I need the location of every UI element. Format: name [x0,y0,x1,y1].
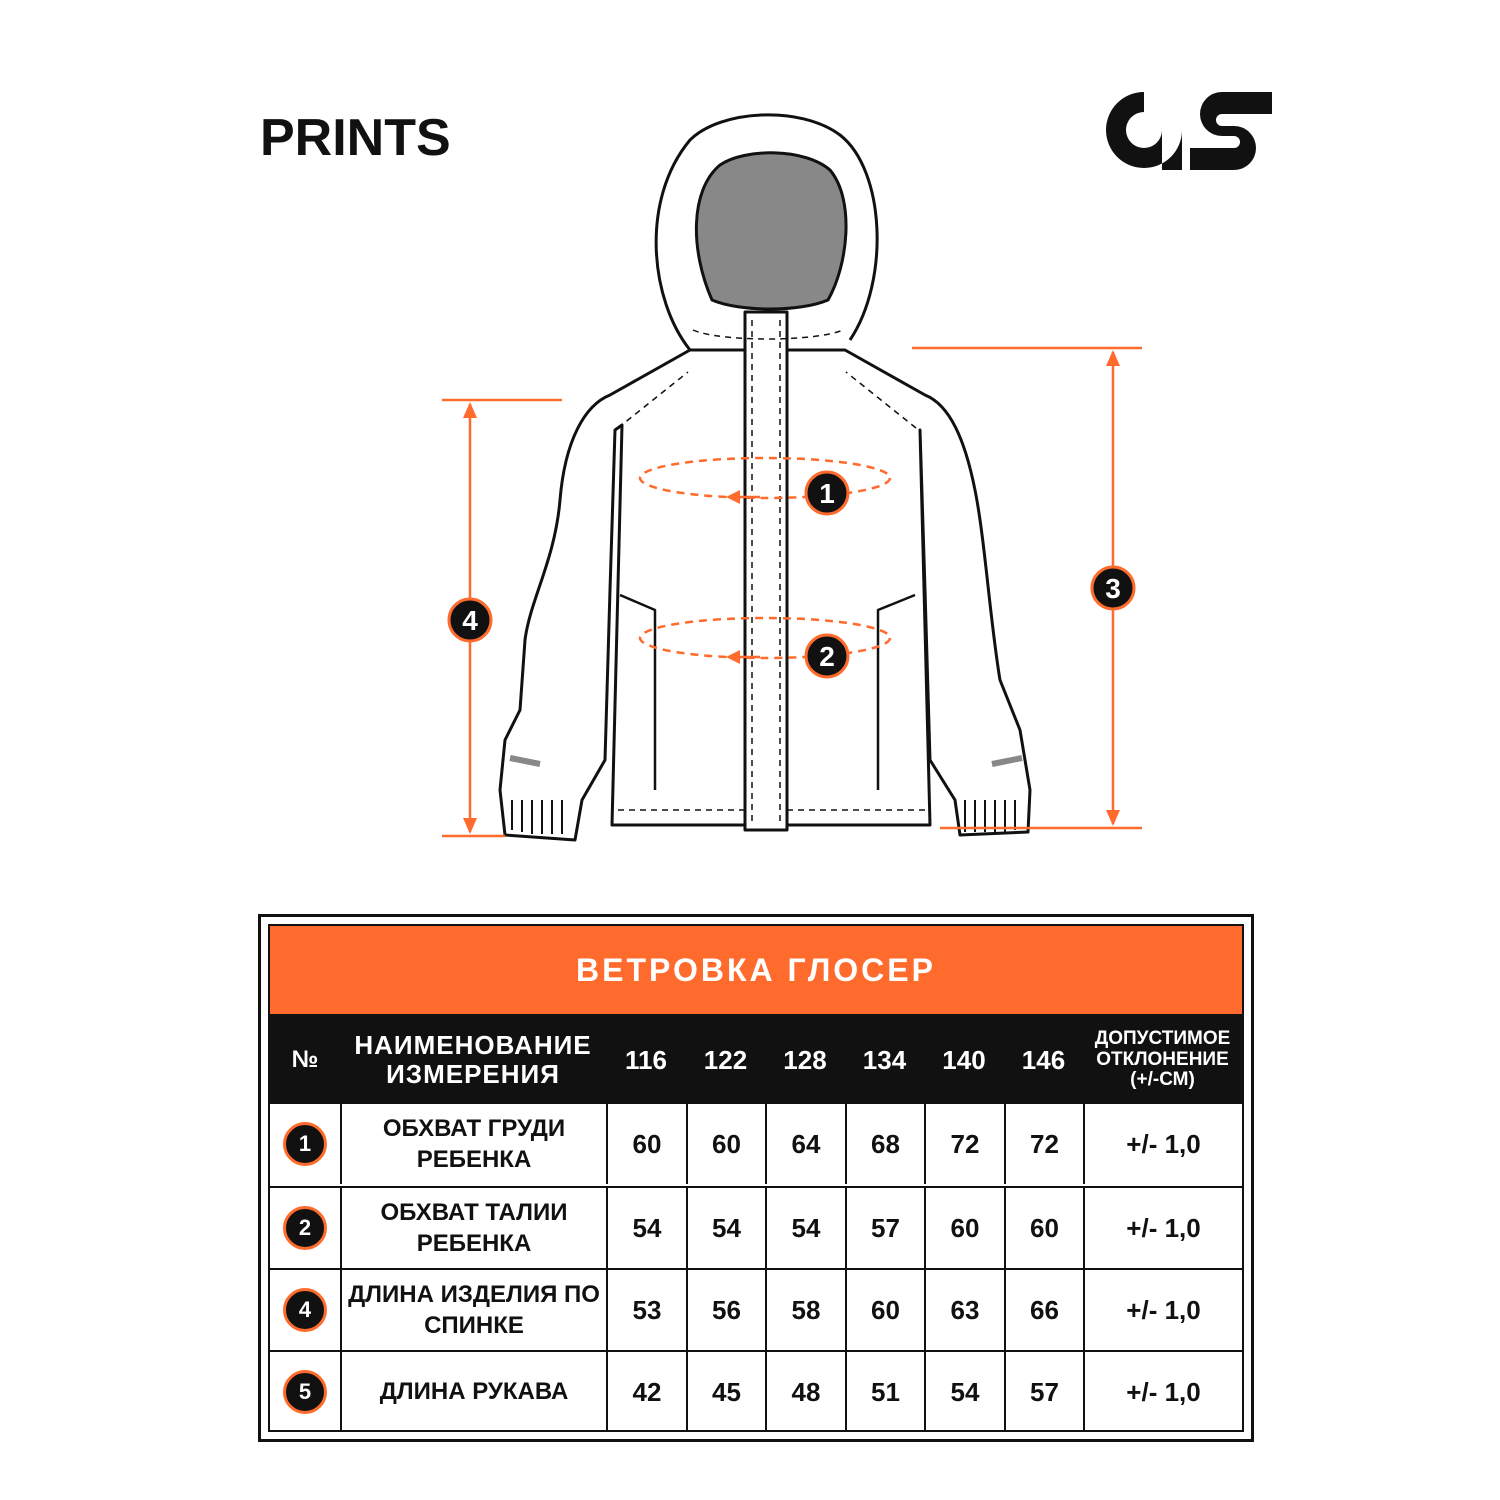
row-name [340,1188,606,1268]
marker-1 [806,472,848,514]
row-number-cell [270,1352,340,1432]
marker-4 [449,599,491,641]
header-size: 128 [783,1044,827,1075]
row-number-badge: 1 [283,1122,327,1166]
header-name [340,1016,606,1104]
value-cell: 72 [924,1104,1004,1184]
row-name-line2: СПИНКЕ [424,1312,524,1339]
row-number-cell [270,1188,340,1268]
value-cell: 63 [924,1270,1004,1350]
header-tol-line2: ОТКЛОНЕНИЕ [1096,1048,1229,1070]
marker-label: 4 [462,605,478,636]
marker-3 [1092,567,1134,609]
tolerance-cell: +/- 1,0 [1083,1270,1242,1350]
tolerance-cell: +/- 1,0 [1083,1104,1242,1184]
table-row [270,1186,1242,1268]
value-cell: 57 [845,1188,924,1268]
header-name-line1: НАИМЕНОВАНИЕ [354,1030,592,1061]
header-size: 116 [625,1044,667,1075]
tolerance-cell: +/- 1,0 [1083,1352,1242,1432]
header-tolerance [1083,1016,1242,1104]
row-number-badge: 5 [283,1370,327,1414]
row-name [340,1270,606,1350]
value-cell: 72 [1004,1104,1083,1184]
row-number-cell [270,1270,340,1350]
table-title: ВЕТРОВКА ГЛОСЕР [270,926,1242,1016]
value-cell: 56 [686,1270,765,1350]
row-name-line2: РЕБЕНКА [416,1146,532,1173]
row-name-line1: ДЛИНА РУКАВА [379,1378,569,1406]
row-name [340,1104,606,1184]
table-header [270,1016,1242,1104]
header-size: 140 [942,1044,986,1075]
row-number-cell [270,1104,340,1184]
row-number-badge: 2 [283,1206,327,1250]
marker-label: 2 [819,641,835,672]
row-name-line2: РЕБЕНКА [416,1230,532,1257]
table-row [270,1104,1242,1186]
value-cell: 60 [1004,1188,1083,1268]
value-cell: 58 [765,1270,845,1350]
value-cell: 42 [606,1352,686,1432]
value-cell: 54 [606,1188,686,1268]
value-cell: 53 [606,1270,686,1350]
brand-title: PRINTS [260,109,451,167]
header-tol-line3: (+/-СМ) [1130,1069,1195,1091]
header-size: 146 [1021,1044,1066,1075]
table-row [270,1350,1242,1432]
row-name-line1: ОБХВАТ ТАЛИИ [380,1198,568,1226]
value-cell: 66 [1004,1270,1083,1350]
row-name-line1: ДЛИНА ИЗДЕЛИЯ ПО [348,1280,600,1308]
marker-label: 3 [1105,573,1121,604]
size-table [268,924,1244,1432]
row-name [340,1352,606,1432]
value-cell: 54 [765,1188,845,1268]
value-cell: 54 [686,1188,765,1268]
value-cell: 60 [924,1188,1004,1268]
row-number-badge: 4 [283,1288,327,1332]
value-cell: 68 [845,1104,924,1184]
header-num: № [291,1045,319,1073]
value-cell: 45 [686,1352,765,1432]
header-size: 122 [703,1044,748,1075]
header-name-line2: ИЗМЕРЕНИЯ [386,1059,560,1089]
value-cell: 51 [845,1352,924,1432]
value-cell: 60 [686,1104,765,1184]
value-cell: 60 [606,1104,686,1184]
value-cell: 54 [924,1352,1004,1432]
header-tol-line1: ДОПУСТИМОЕ [1094,1027,1231,1049]
header-size: 134 [862,1044,907,1075]
tolerance-cell: +/- 1,0 [1083,1188,1242,1268]
marker-2 [806,635,848,677]
value-cell: 57 [1004,1352,1083,1432]
value-cell: 48 [765,1352,845,1432]
value-cell: 64 [765,1104,845,1184]
table-row [270,1268,1242,1350]
marker-label: 1 [819,478,835,509]
row-name-line1: ОБХВАТ ГРУДИ [382,1114,566,1142]
value-cell: 60 [845,1270,924,1350]
